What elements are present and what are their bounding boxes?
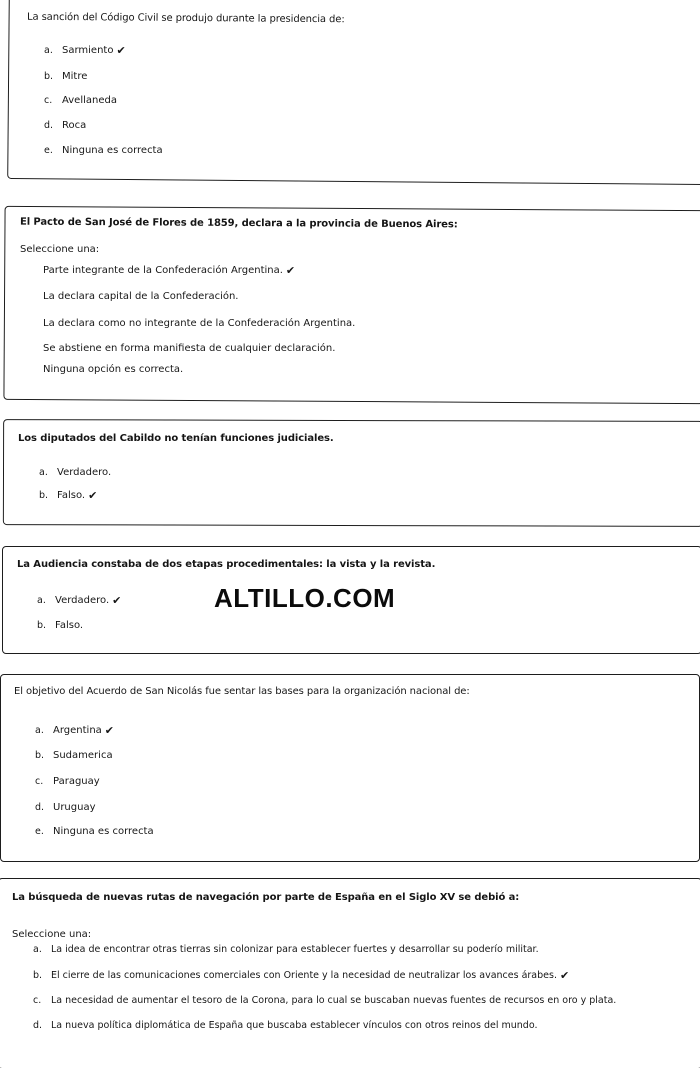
option-6d[interactable]	[33, 1020, 537, 1031]
question-text-5: El objetivo del Acuerdo de San Nicolás fue sentar las bases para la organización nacional de:	[14, 686, 470, 697]
option-label: La nueva política diplomática de España que buscaba establecer vínculos con otros reinos del mundo.	[51, 1020, 538, 1031]
option-letter: b.	[39, 490, 49, 501]
option-2a[interactable]	[43, 265, 295, 276]
option-label: Paraguay	[53, 776, 100, 787]
option-1d[interactable]	[44, 120, 86, 131]
option-4a[interactable]	[37, 595, 121, 606]
option-letter: b.	[35, 750, 45, 761]
option-letter: a.	[44, 45, 53, 56]
option-letter: a.	[39, 467, 48, 478]
option-6b[interactable]	[33, 970, 569, 981]
option-1e[interactable]	[44, 145, 163, 156]
option-letter: b.	[44, 71, 54, 82]
instruction-text: Seleccione una:	[12, 929, 92, 940]
question-text-3: Los diputados del Cabildo no tenían funciones judiciales.	[18, 433, 334, 444]
option-label: Verdadero.	[57, 467, 112, 478]
option-2b[interactable]	[43, 291, 238, 302]
option-3a[interactable]	[39, 467, 111, 478]
option-letter: e.	[44, 145, 53, 156]
instruction-text: Seleccione una:	[20, 244, 100, 255]
question-text-2: El Pacto de San José de Flores de 1859, declara a la provincia de Buenos Aires:	[19, 216, 458, 231]
watermark-logo: ALTILLO.COM	[214, 583, 396, 613]
option-label: Roca	[62, 120, 87, 131]
check-icon: ✔	[88, 489, 98, 502]
option-label: Sarmiento	[62, 45, 114, 56]
question-text-6: La búsqueda de nuevas rutas de navegación por parte de España en el Siglo XV se debió a:	[12, 892, 520, 903]
question-text-1: La sanción del Código Civil se produjo durante la presidencia de:	[26, 11, 345, 26]
check-icon: ✔	[285, 264, 296, 277]
option-1b[interactable]	[44, 71, 87, 82]
option-3b[interactable]	[39, 490, 97, 501]
option-label: Se abstiene en forma manifiesta de cualquier declaración.	[43, 343, 336, 354]
check-icon: ✔	[104, 724, 114, 737]
option-label: Verdadero.	[55, 595, 110, 606]
option-2d[interactable]	[43, 343, 335, 354]
question-card-1	[7, 0, 700, 185]
option-label: La declara capital de la Confederación.	[43, 291, 239, 302]
option-label: Parte integrante de la Confederación Argentina.	[43, 265, 283, 276]
option-2c[interactable]	[43, 318, 355, 329]
option-label: Falso.	[55, 620, 84, 631]
option-5d[interactable]	[35, 802, 96, 813]
option-6a[interactable]	[33, 944, 539, 955]
option-5b[interactable]	[35, 750, 113, 761]
check-icon: ✔	[112, 594, 122, 607]
option-label: Argentina	[53, 725, 102, 736]
option-label: Uruguay	[53, 802, 96, 813]
option-letter: c.	[33, 995, 42, 1006]
check-icon: ✔	[559, 969, 570, 982]
option-letter: d.	[33, 1020, 43, 1031]
check-icon: ✔	[116, 44, 126, 57]
option-label: La necesidad de aumentar el tesoro de la Corona, para lo cual se buscaban nuevas fuentes de recursos en oro y plata.	[51, 995, 617, 1006]
option-label: Ninguna es correcta	[53, 826, 154, 837]
option-letter: c.	[35, 776, 44, 787]
option-letter: b.	[37, 620, 47, 631]
option-label: Sudamerica	[53, 750, 113, 761]
option-letter: e.	[35, 826, 44, 837]
option-5e[interactable]	[35, 826, 154, 837]
option-letter: a.	[37, 595, 46, 606]
option-label: El cierre de las comunicaciones comerciales con Oriente y la necesidad de neutralizar los avances árabes.	[51, 970, 557, 981]
question-text-4: La Audiencia constaba de dos etapas procedimentales: la vista y la revista.	[17, 559, 436, 570]
option-6c[interactable]	[33, 995, 616, 1006]
option-letter: d.	[35, 802, 45, 813]
option-label: Mitre	[62, 71, 88, 82]
option-1c[interactable]	[44, 95, 117, 106]
option-label: Ninguna es correcta	[62, 145, 163, 156]
option-letter: a.	[33, 944, 42, 955]
option-label: Falso.	[57, 490, 86, 501]
option-2e[interactable]	[43, 364, 183, 375]
option-letter: c.	[44, 95, 53, 106]
option-4b[interactable]	[37, 620, 83, 631]
option-5a[interactable]	[35, 725, 114, 736]
option-label: Avellaneda	[62, 95, 117, 106]
option-label: La declara como no integrante de la Confederación Argentina.	[43, 318, 356, 329]
option-5c[interactable]	[35, 776, 100, 787]
option-label: Ninguna opción es correcta.	[43, 364, 184, 375]
option-letter: a.	[35, 725, 44, 736]
option-letter: b.	[33, 970, 43, 981]
option-1a[interactable]	[44, 45, 126, 56]
option-label: La idea de encontrar otras tierras sin colonizar para establecer fuertes y desarrollar su poderío militar.	[51, 944, 539, 955]
option-letter: d.	[44, 120, 54, 131]
